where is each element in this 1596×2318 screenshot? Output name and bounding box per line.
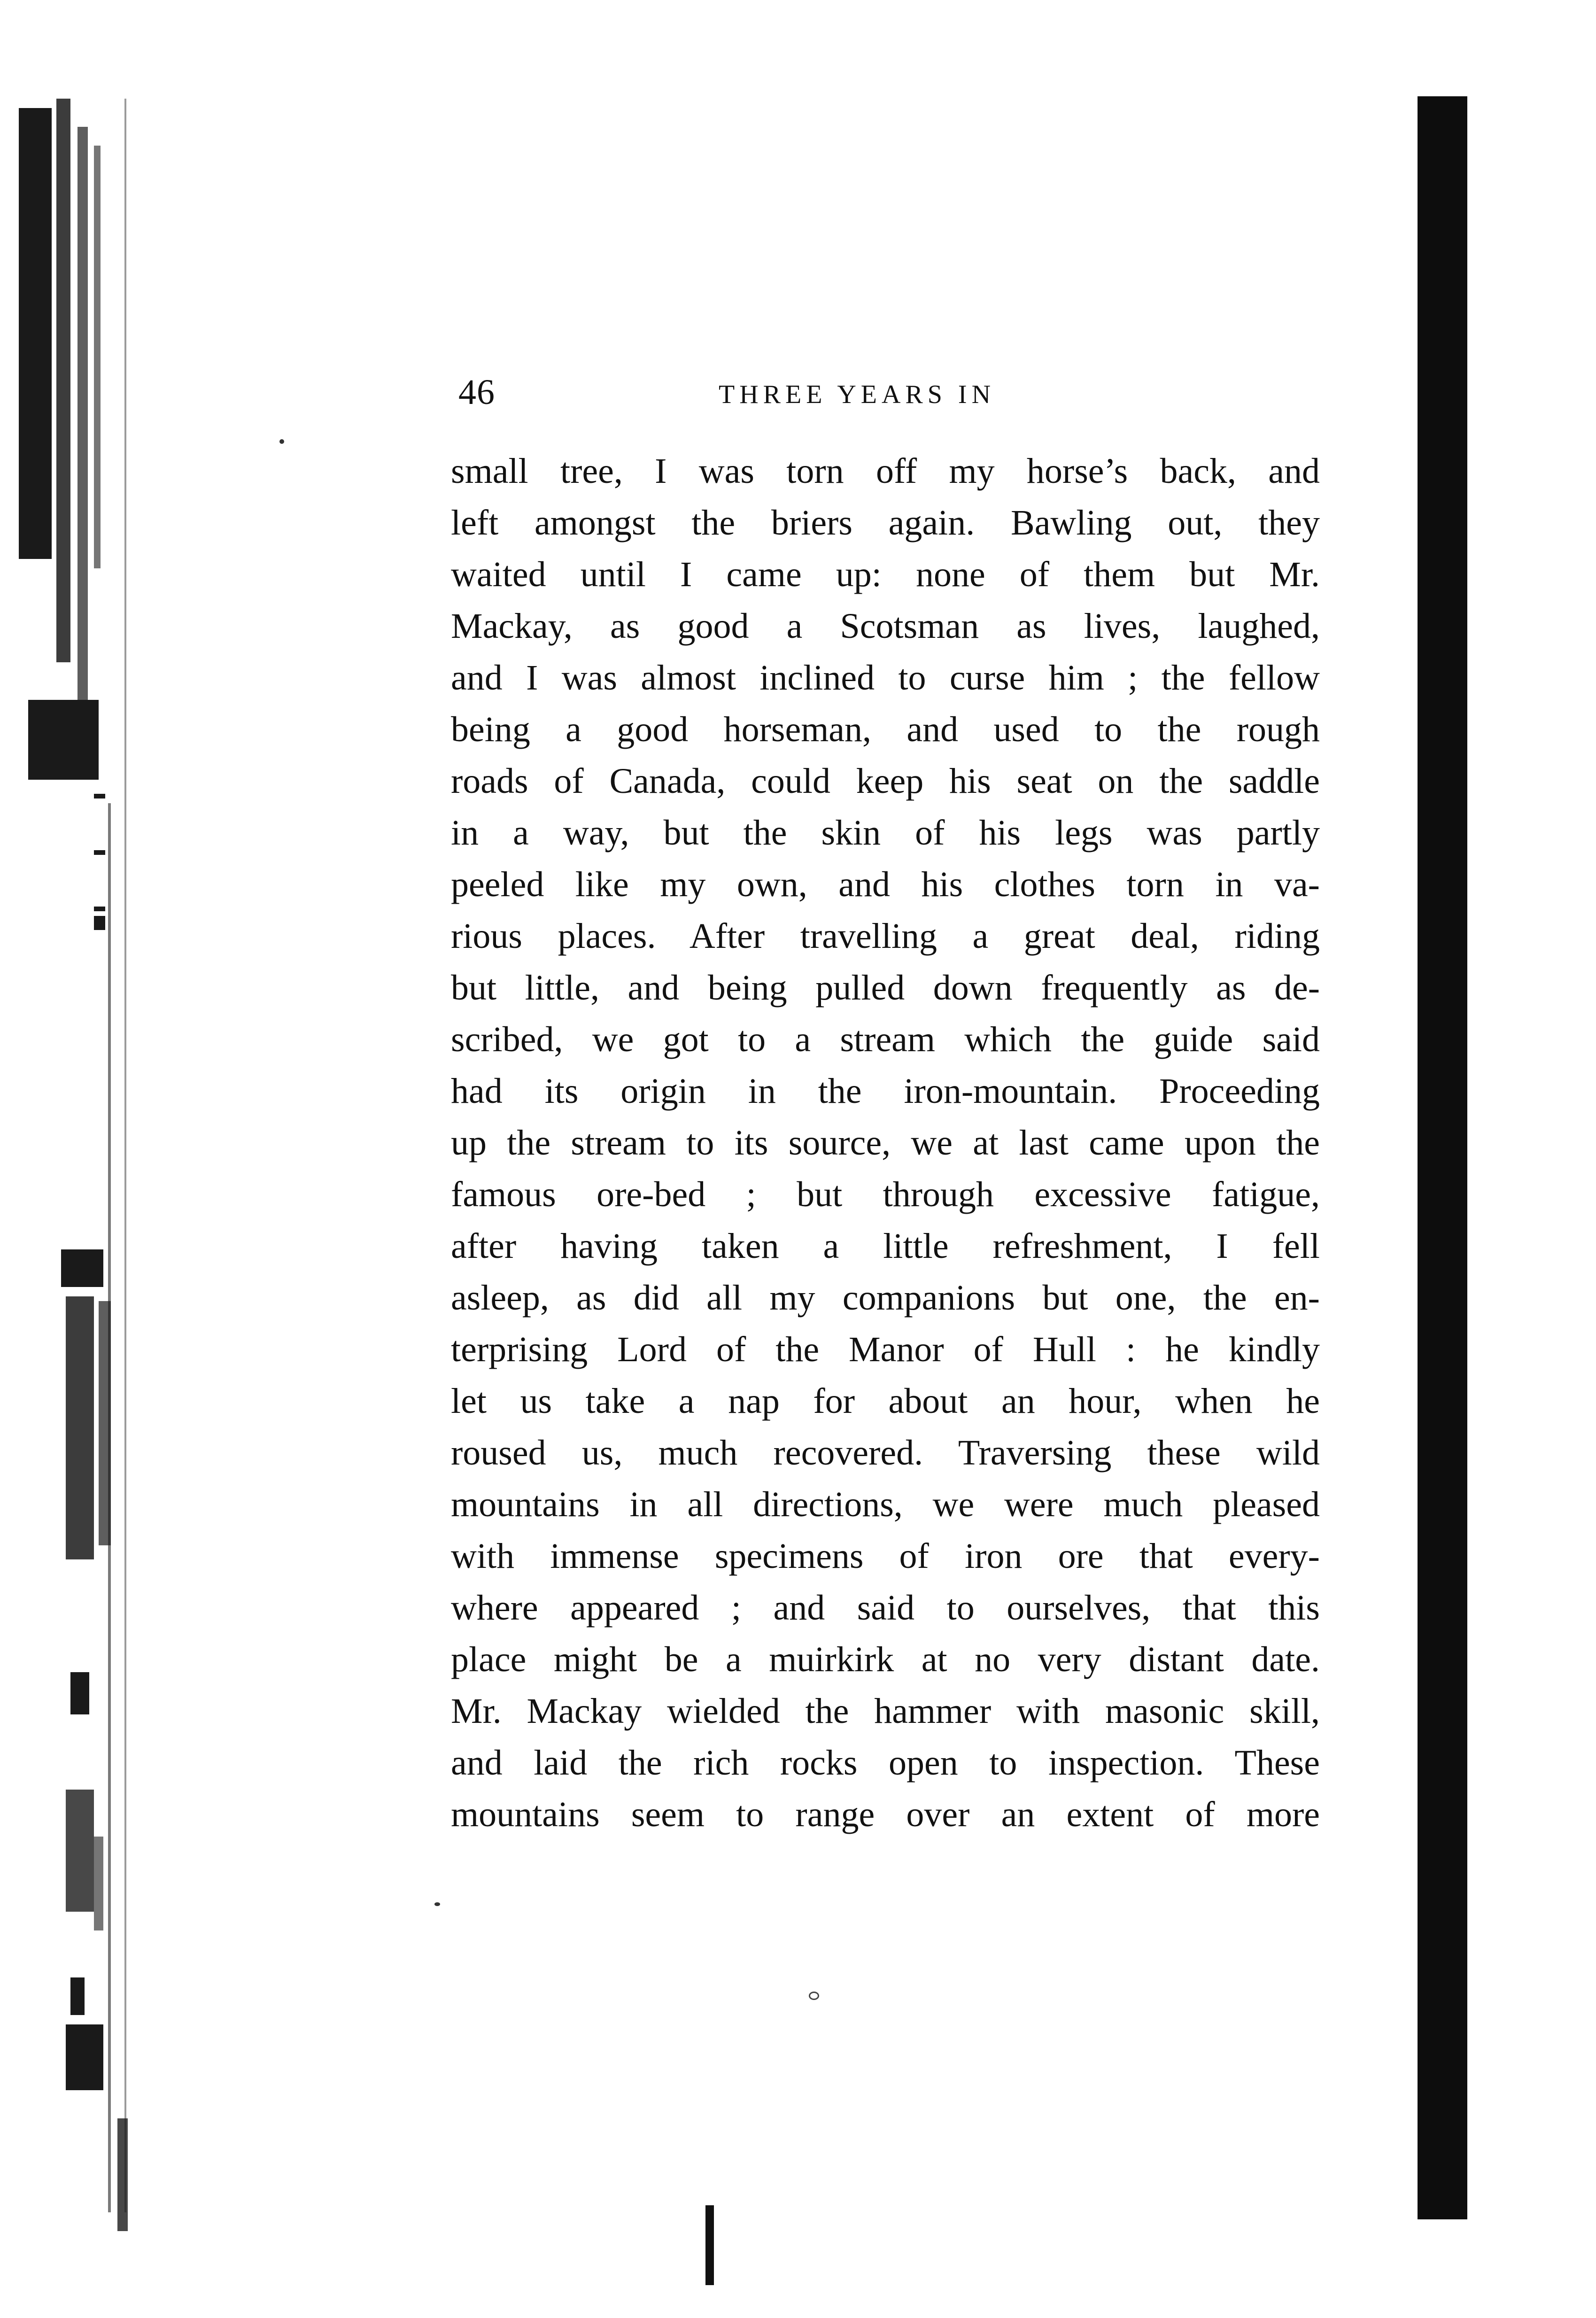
running-head: THREE YEARS IN: [719, 380, 996, 409]
text-line: peeled like my own, and his clothes torn in va-: [451, 865, 1320, 904]
scan-speck: [279, 439, 284, 444]
text-line: where appeared ; and said to ourselves, that this: [451, 1588, 1320, 1628]
text-line: roused us, much recovered. Traversing these wild: [451, 1433, 1320, 1473]
text-line: terprising Lord of the Manor of Hull : he kindly: [451, 1330, 1320, 1369]
text-line: being a good horseman, and used to the rough: [451, 710, 1320, 749]
text-line: and I was almost inclined to curse him ; the fellow: [451, 658, 1320, 698]
text-line: left amongst the briers again. Bawling out, they: [451, 503, 1320, 543]
scanned-page-edge-right: [1418, 96, 1467, 2219]
text-line: but little, and being pulled down frequently as de-: [451, 968, 1320, 1008]
page-header: [451, 362, 1320, 413]
scan-speck: [809, 1992, 819, 2000]
scan-mark-bottom: [705, 2205, 714, 2285]
text-line: asleep, as did all my companions but one, the en-: [451, 1278, 1320, 1318]
text-line: Mr. Mackay wielded the hammer with masonic skill,: [451, 1691, 1320, 1731]
text-line: in a way, but the skin of his legs was partly: [451, 813, 1320, 853]
body-text: [451, 445, 1320, 1840]
text-line: small tree, I was torn off my horse’s back, and: [451, 451, 1320, 491]
book-page: [451, 362, 1320, 1840]
text-line: place might be a muirkirk at no very distant date.: [451, 1640, 1320, 1679]
text-line: with immense specimens of iron ore that every-: [451, 1536, 1320, 1576]
text-line: let us take a nap for about an hour, when he: [451, 1381, 1320, 1421]
text-line: and laid the rich rocks open to inspection. These: [451, 1743, 1320, 1783]
text-line: mountains seem to range over an extent of more: [451, 1795, 1320, 1834]
scanned-binding-edge-left: [0, 99, 141, 2231]
text-line: Mackay, as good a Scotsman as lives, laughed,: [451, 606, 1320, 646]
text-line: famous ore-bed ; but through excessive fatigue,: [451, 1175, 1320, 1214]
text-line: scribed, we got to a stream which the guide said: [451, 1020, 1320, 1059]
page-number: 46: [458, 372, 495, 412]
text-line: after having taken a little refreshment, I fell: [451, 1226, 1320, 1266]
text-line: mountains in all directions, we were much pleased: [451, 1485, 1320, 1524]
scan-speck: [434, 1902, 440, 1906]
text-line: up the stream to its source, we at last came upon the: [451, 1123, 1320, 1163]
text-line: had its origin in the iron-mountain. Proceeding: [451, 1071, 1320, 1111]
text-line: roads of Canada, could keep his seat on the saddle: [451, 761, 1320, 801]
text-line: rious places. After travelling a great deal, riding: [451, 916, 1320, 956]
text-line: waited until I came up: none of them but Mr.: [451, 555, 1320, 594]
